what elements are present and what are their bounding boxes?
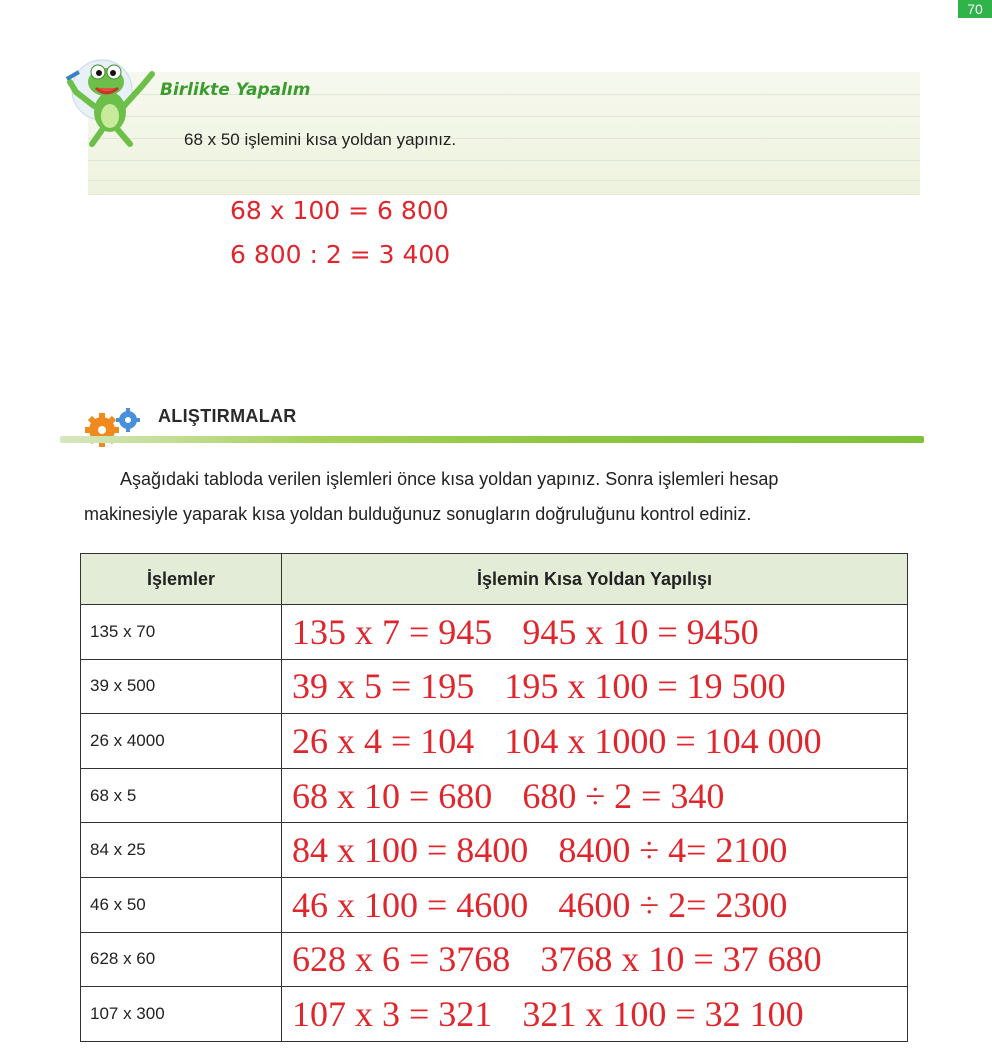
solution-step-1: 628 x 6 = 3768 [292,939,511,980]
table-row [81,932,908,987]
solution-step-1: 135 x 7 = 945 [292,611,493,652]
instruction-line: Aşağıdaki tabloda verilen işlemleri önce kısa yoldan yapınız. Sonra işlemleri hesap [120,469,779,489]
table-row [81,823,908,878]
table-row [81,659,908,714]
operation-cell: 26 x 4000 [81,714,282,769]
solution-cell [282,714,908,769]
solution-cell [282,987,908,1042]
birlikte-task: 68 x 50 işlemini kısa yoldan yapınız. [184,130,457,149]
birlikte-yapalim-title: Birlikte Yapalım [160,80,311,100]
operation-cell: 39 x 500 [81,659,282,714]
solution-step-1: 26 x 4 = 104 [292,720,475,761]
solution-step-2: 195 x 100 = 19 500 [504,666,786,707]
table-row [81,714,908,769]
solution-step-2: 104 x 1000 = 104 000 [504,720,822,761]
solution-cell [282,877,908,932]
operations-table [80,553,908,1042]
solution-cell [282,605,908,660]
table-row [81,987,908,1042]
solution-step-1: 68 x 10 = 680 [292,775,493,816]
exercises-title: ALIŞTIRMALAR [158,406,297,426]
answer-line: 6 800 : 2 = 3 400 [230,240,451,269]
section-divider [60,436,924,443]
solution-step-2: 321 x 100 = 32 100 [522,993,804,1034]
operation-cell: 628 x 60 [81,932,282,987]
solution-step-2: 4600 ÷ 2= 2300 [558,884,788,925]
solution-cell [282,659,908,714]
answer-line: 68 x 100 = 6 800 [230,196,449,225]
table-row [81,605,908,660]
solution-step-1: 107 x 3 = 321 [292,993,493,1034]
solution-step-1: 84 x 100 = 8400 [292,830,529,871]
frog-mascot-icon [62,52,160,150]
instruction-line: makinesiyle yaparak kısa yoldan bulduğunuz sonugların doğruluğunu kontrol ediniz. [84,504,752,524]
solution-cell [282,768,908,823]
column-header: İşlemin Kısa Yoldan Yapılışı [282,554,908,605]
solution-step-2: 3768 x 10 = 37 680 [540,939,822,980]
solution-cell [282,932,908,987]
operation-cell: 107 x 300 [81,987,282,1042]
solution-step-1: 39 x 5 = 195 [292,666,475,707]
operation-cell: 46 x 50 [81,877,282,932]
solution-step-2: 8400 ÷ 4= 2100 [558,830,788,871]
page-number: 70 [958,0,992,18]
solution-step-1: 46 x 100 = 4600 [292,884,529,925]
table-row [81,768,908,823]
table-row [81,877,908,932]
instructions [84,462,924,532]
operation-cell: 135 x 70 [81,605,282,660]
operation-cell: 84 x 25 [81,823,282,878]
operation-cell: 68 x 5 [81,768,282,823]
solution-cell [282,823,908,878]
solution-step-2: 945 x 10 = 9450 [522,611,759,652]
column-header: İşlemler [81,554,282,605]
solution-step-2: 680 ÷ 2 = 340 [522,775,725,816]
